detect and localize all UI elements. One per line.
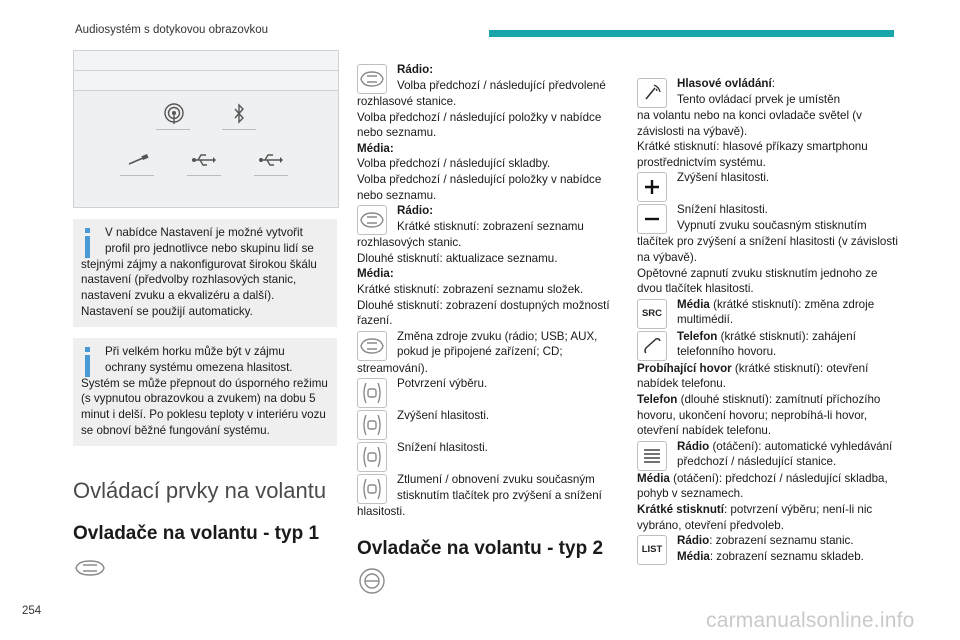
description-text: (otáčení): předchozí / následující skladba, pohyb v seznamech.	[637, 471, 888, 501]
steering-wheel-icon	[357, 410, 387, 440]
control-entry	[357, 62, 622, 203]
icon-underline	[187, 175, 221, 176]
description-line	[637, 361, 902, 392]
description-text: (krátké stisknutí): zahájení telefonního hovoru.	[677, 329, 856, 359]
section-heading: Ovládací prvky na volantu	[73, 478, 327, 503]
term-label: Média:	[357, 267, 394, 281]
control-entry	[357, 203, 622, 329]
steering-wheel-icon	[357, 566, 387, 601]
control-entry	[637, 533, 902, 565]
description-text: Vypnutí zvuku současným stisknutím	[677, 218, 867, 232]
description-line	[637, 392, 902, 439]
description-line	[357, 94, 622, 110]
description-line	[637, 266, 902, 297]
description-line	[677, 439, 902, 470]
description-line	[397, 472, 622, 503]
description-line	[357, 251, 622, 267]
thumbwheel-icon	[637, 441, 667, 471]
phone-icon	[637, 331, 667, 361]
description-text: (otáčení): automatické vyhledávání předchozí / následující stanice.	[677, 439, 893, 469]
control-description	[397, 472, 622, 504]
term-label: Rádio:	[397, 63, 434, 76]
icon-underline	[222, 129, 256, 130]
steering-control-icon	[357, 64, 387, 94]
description-text: Dlouhé stisknutí: aktualizace seznamu.	[357, 251, 558, 265]
header-accent-bar	[489, 30, 894, 37]
type2-controls-list	[637, 76, 902, 565]
description-text: rozhlasové stanice.	[357, 95, 457, 108]
touchscreen-illustration	[73, 50, 339, 208]
term-label: Telefon	[677, 329, 718, 343]
description-text: na volantu nebo na konci ovladače světel (v závislosti na výbavě).	[637, 109, 862, 138]
description-line	[677, 92, 902, 108]
description-line	[677, 218, 902, 234]
description-text: : zobrazení seznamu skladeb.	[709, 549, 864, 563]
description-text: rozhlasových stanic.	[357, 236, 462, 250]
info-note	[73, 338, 337, 446]
description-text: :	[771, 77, 775, 90]
info-icon-bar	[85, 236, 90, 258]
control-description	[677, 76, 902, 108]
control-entry	[637, 329, 902, 439]
description-text: Krátké stisknutí: zobrazení seznamu	[397, 219, 584, 233]
control-description	[677, 329, 902, 361]
page-number: 254	[22, 605, 42, 617]
icon-underline	[120, 175, 154, 176]
control-description	[677, 297, 902, 329]
term-label: Rádio	[677, 439, 710, 453]
description-line	[397, 408, 622, 424]
button-label: SRC	[641, 307, 663, 319]
wifi-signal-icon	[160, 103, 188, 125]
description-text: Snížení hlasitosti.	[677, 203, 768, 217]
description-text: Dlouhé stisknutí: zobrazení dostupných možností řazení.	[357, 298, 610, 328]
description-line	[357, 156, 622, 172]
description-text: (krátké stisknutí): otevření nabídek telefonu.	[637, 361, 869, 391]
description-text: Potvrzení výběru.	[397, 377, 488, 391]
control-description	[677, 202, 902, 234]
usb-icon	[256, 149, 284, 171]
info-icon-bar	[85, 355, 90, 377]
description-line	[637, 234, 902, 265]
control-entry	[357, 329, 622, 377]
control-description	[397, 203, 622, 235]
aux-plug-icon	[124, 149, 152, 171]
icon-underline	[156, 129, 190, 130]
info-icon	[85, 228, 90, 233]
description-text: Zvýšení hlasitosti.	[397, 409, 490, 423]
button-label: LIST	[641, 544, 663, 556]
term-label: Hlasové ovládání	[677, 77, 772, 90]
description-line	[357, 235, 622, 251]
description-line	[357, 110, 622, 141]
info-note	[73, 219, 337, 327]
description-line	[357, 361, 622, 377]
control-entry	[637, 76, 902, 170]
description-text: Volba předchozí / následující položky v nabídce nebo seznamu.	[357, 110, 602, 140]
description-text: Zvýšení hlasitosti.	[677, 171, 770, 185]
note-text: V nabídce Nastavení je možné vytvořit profil pro jednotlivce nebo skupinu lidí se	[105, 226, 314, 255]
description-line	[357, 282, 622, 298]
term-label: Krátké stisknutí	[637, 502, 724, 516]
description-line	[637, 108, 902, 139]
term-label: Média	[677, 297, 710, 311]
control-description	[397, 329, 622, 361]
description-line	[677, 170, 902, 186]
description-line	[397, 62, 622, 78]
control-description	[677, 170, 902, 202]
term-label: Rádio	[677, 534, 710, 548]
list-button-icon	[637, 535, 667, 565]
description-text: Volba předchozí / následující předvolené	[397, 78, 606, 92]
term-label: Média:	[357, 141, 394, 155]
description-text: Opětovné zapnutí zvuku stisknutím jednoho ze dvou tlačítek hlasitosti.	[637, 266, 878, 296]
description-line	[677, 202, 902, 218]
description-text: hlasitosti.	[357, 505, 406, 519]
control-entry	[357, 472, 622, 520]
description-text: (dlouhé stisknutí): zamítnutí příchozího hovoru, ukončení hovoru; neprobíhá-li hovor, otevření nabídek telefonu.	[637, 392, 881, 438]
term-label: Média	[677, 549, 710, 563]
description-line	[357, 172, 622, 203]
usb-icon	[189, 149, 217, 171]
control-entry	[357, 376, 622, 408]
description-line	[357, 141, 622, 157]
control-description	[397, 376, 622, 408]
description-line	[677, 297, 902, 328]
note-text: Systém se může přepnout do úsporného režimu (s vypnutou obrazovkou a zvukem) na dobu 5 minut i delší. Po poklesu teploty v interiéru vozu se obnoví běžné fungování systému.	[81, 376, 328, 437]
control-entry	[637, 170, 902, 202]
description-text: Ztlumení / obnovení zvuku současným stisknutím tlačítek pro zvýšení a snížení	[397, 473, 602, 502]
src-button-icon	[637, 299, 667, 329]
term-label: Rádio:	[397, 204, 434, 218]
icon-underline	[254, 175, 288, 176]
description-line	[637, 139, 902, 170]
description-text: : potvrzení výběru; není-li nic vybráno, otevření předvoleb.	[637, 502, 873, 532]
voice-control-icon	[637, 78, 667, 108]
steering-control-icon	[357, 205, 387, 235]
control-description	[397, 408, 622, 440]
control-entry	[637, 439, 902, 533]
plus-icon	[637, 172, 667, 202]
control-entry	[637, 297, 902, 329]
description-line	[357, 266, 622, 282]
description-line	[397, 329, 622, 360]
description-line	[397, 376, 622, 392]
control-description	[397, 440, 622, 472]
description-text: Snížení hlasitosti.	[397, 441, 488, 455]
steering-wheel-icon	[357, 474, 387, 504]
watermark: carmanualsonline.info	[706, 609, 915, 632]
bluetooth-icon	[225, 103, 253, 125]
description-text: Volba předchozí / následující položky v nabídce nebo seznamu.	[357, 172, 602, 202]
description-line	[397, 219, 622, 235]
control-entry	[357, 440, 622, 472]
description-text: streamování).	[357, 361, 428, 375]
description-line	[637, 471, 902, 502]
screen-row	[74, 71, 338, 91]
control-description	[397, 62, 622, 94]
term-label: Média	[637, 471, 670, 485]
control-entry	[357, 408, 622, 440]
header-title: Audiosystém s dotykovou obrazovkou	[75, 24, 269, 36]
description-line	[677, 76, 902, 92]
description-text: (krátké stisknutí): změna zdroje multimédií.	[677, 297, 875, 327]
description-text: Tento ovládací prvek je umístěn	[677, 92, 841, 106]
term-label: Probíhající hovor	[637, 361, 732, 375]
control-description	[677, 439, 902, 471]
term-label: Telefon	[637, 392, 678, 406]
description-line	[677, 329, 902, 360]
description-line	[357, 298, 622, 329]
note-text: Při velkém horku může být v zájmu ochrany systému omezena hlasitost.	[105, 345, 293, 374]
description-text: Krátké stisknutí: zobrazení seznamu složek.	[357, 282, 584, 296]
steering-control-icon	[73, 558, 107, 583]
description-text: Volba předchozí / následující skladby.	[357, 157, 551, 171]
screen-row	[74, 51, 338, 71]
description-line	[637, 502, 902, 533]
description-text: Krátké stisknutí: hlasové příkazy smartphonu prostřednictvím systému.	[637, 140, 868, 169]
steering-wheel-icon	[357, 442, 387, 472]
steering-control-icon	[357, 331, 387, 361]
info-icon	[85, 347, 90, 352]
type1-heading: Ovladače na volantu - typ 1	[73, 523, 320, 544]
control-description	[677, 533, 902, 565]
description-text: Změna zdroje zvuku (rádio; USB; AUX, pokud je připojené zařízení; CD;	[397, 329, 598, 359]
description-line	[357, 504, 622, 520]
description-text: : zobrazení seznamu stanic.	[709, 534, 854, 548]
description-line	[397, 203, 622, 219]
type1-controls-list	[357, 62, 622, 520]
description-line	[397, 78, 622, 94]
minus-icon	[637, 204, 667, 234]
steering-wheel-icon	[357, 378, 387, 408]
description-line	[677, 549, 902, 565]
description-line	[397, 440, 622, 456]
description-line	[677, 533, 902, 549]
type2-heading: Ovladače na volantu - typ 2	[357, 538, 604, 559]
description-text: tlačítek pro zvýšení a snížení hlasitosti (v závislosti na výbavě).	[637, 235, 898, 264]
note-text: stejnými zájmy a nakonfigurovat širokou škálu nastavení (předvolby rozhlasových stanic, nastavení zvuku a ekvalizéru a další). Nastavení se použijí automaticky.	[81, 257, 317, 318]
control-entry	[637, 202, 902, 296]
